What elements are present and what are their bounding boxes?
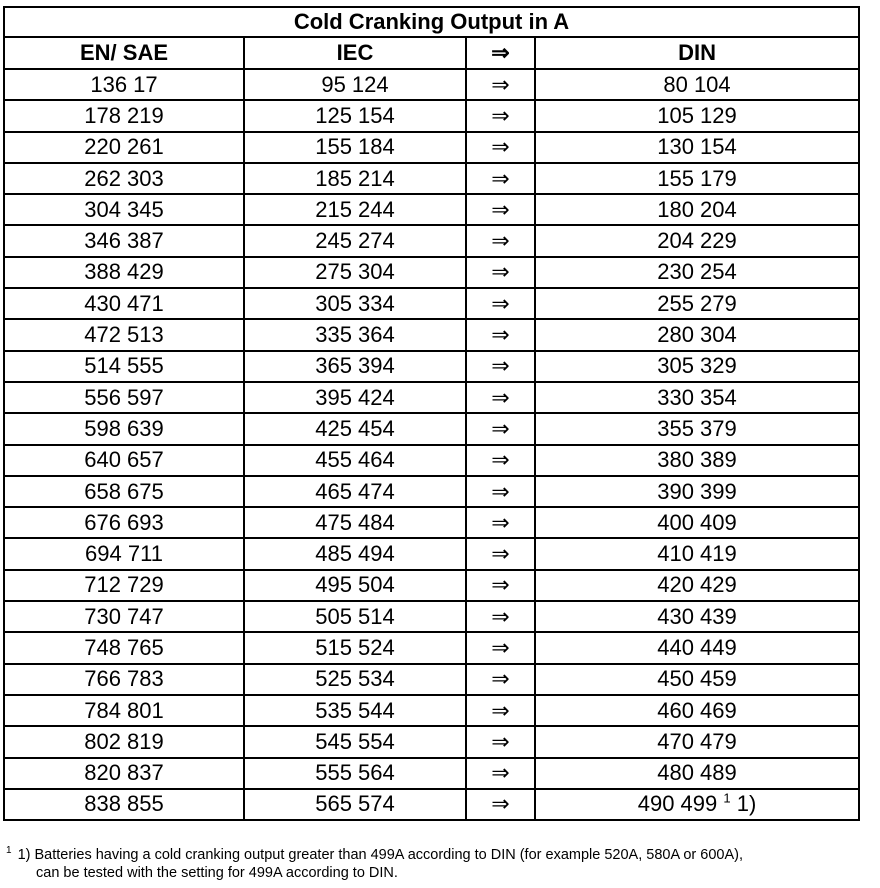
cell-value: 95 124 xyxy=(321,71,389,97)
cell-din xyxy=(535,69,859,100)
cell-din xyxy=(535,726,859,757)
table-row xyxy=(4,100,859,131)
cell-en-sae xyxy=(4,664,244,695)
cell-value: 730 747 xyxy=(84,603,164,629)
cell-value: 598 639 xyxy=(84,415,164,441)
cell-din xyxy=(535,476,859,507)
cell-iec xyxy=(244,163,466,194)
cell-value: 346 387 xyxy=(84,228,164,254)
cell-iec xyxy=(244,194,466,225)
cell-arrow-icon xyxy=(466,570,535,601)
cell-arrow-icon xyxy=(466,632,535,663)
cell-value: 262 303 xyxy=(84,165,164,191)
cell-iec xyxy=(244,570,466,601)
cell-value: 820 837 xyxy=(84,760,164,786)
cell-din xyxy=(535,664,859,695)
header-arrow-icon: ⇒ xyxy=(466,37,535,69)
cell-iec xyxy=(244,507,466,538)
cell-value: 255 279 xyxy=(657,290,737,316)
cell-value: 305 334 xyxy=(315,290,395,316)
table-row xyxy=(4,726,859,757)
cell-en-sae xyxy=(4,758,244,789)
cell-value: 400 409 xyxy=(657,509,737,535)
cell-en-sae xyxy=(4,632,244,663)
cell-iec xyxy=(244,695,466,726)
cell-iec xyxy=(244,351,466,382)
cell-din xyxy=(535,538,859,569)
cell-arrow-icon xyxy=(466,194,535,225)
cell-value: 245 274 xyxy=(315,228,395,254)
table-row xyxy=(4,163,859,194)
cell-arrow-icon xyxy=(466,726,535,757)
footnote-line-2: can be tested with the setting for 499A according to DIN. xyxy=(36,865,398,881)
cell-value: ⇒ xyxy=(491,322,510,348)
cell-en-sae xyxy=(4,69,244,100)
cell-iec xyxy=(244,726,466,757)
cell-value: ⇒ xyxy=(491,666,510,692)
table-row xyxy=(4,351,859,382)
cell-value: ⇒ xyxy=(491,541,510,567)
cell-value: ⇒ xyxy=(491,259,510,285)
cell-iec xyxy=(244,69,466,100)
cell-value: 514 555 xyxy=(84,353,164,379)
cell-value: ⇒ xyxy=(491,791,510,817)
cell-din xyxy=(535,507,859,538)
cell-value: 155 184 xyxy=(315,134,395,160)
cell-en-sae xyxy=(4,194,244,225)
header-din: DIN xyxy=(535,37,859,69)
cell-en-sae xyxy=(4,726,244,757)
cell-arrow-icon xyxy=(466,601,535,632)
cell-value: 178 219 xyxy=(84,102,164,128)
table-row xyxy=(4,445,859,476)
cell-din xyxy=(535,413,859,444)
header-en-sae: EN/ SAE xyxy=(4,37,244,69)
cell-value: 535 544 xyxy=(315,697,395,723)
cell-iec xyxy=(244,382,466,413)
cell-din xyxy=(535,351,859,382)
cell-value: 515 524 xyxy=(315,634,395,660)
table-row xyxy=(4,507,859,538)
cell-value: ⇒ xyxy=(491,760,510,786)
cell-iec xyxy=(244,476,466,507)
cell-value: 485 494 xyxy=(315,541,395,567)
cell-iec xyxy=(244,100,466,131)
cell-value: ⇒ xyxy=(491,572,510,598)
cell-iec xyxy=(244,225,466,256)
footnote-marker: 1 xyxy=(6,845,12,857)
cell-value: ⇒ xyxy=(491,384,510,410)
cell-value: ⇒ xyxy=(491,634,510,660)
cell-arrow-icon xyxy=(466,100,535,131)
table-title: Cold Cranking Output in A xyxy=(4,7,859,37)
cell-en-sae xyxy=(4,570,244,601)
cell-arrow-icon xyxy=(466,319,535,350)
cell-value: ⇒ xyxy=(491,415,510,441)
cell-arrow-icon xyxy=(466,413,535,444)
cell-din xyxy=(535,382,859,413)
cell-value: 505 514 xyxy=(315,603,395,629)
table-row xyxy=(4,257,859,288)
cell-value: 280 304 xyxy=(657,322,737,348)
cell-value: 694 711 xyxy=(85,541,163,567)
cell-value: 335 364 xyxy=(315,322,395,348)
cell-iec xyxy=(244,257,466,288)
cell-value: 545 554 xyxy=(315,728,395,754)
cell-en-sae xyxy=(4,789,244,820)
cell-value: ⇒ xyxy=(491,447,510,473)
cell-value: 802 819 xyxy=(84,728,164,754)
cell-en-sae xyxy=(4,538,244,569)
table-row xyxy=(4,194,859,225)
cell-iec xyxy=(244,319,466,350)
cell-arrow-icon xyxy=(466,695,535,726)
cell-value: 838 855 xyxy=(84,791,164,817)
cell-value: 472 513 xyxy=(84,322,164,348)
cell-value: ⇒ xyxy=(491,165,510,191)
cell-din xyxy=(535,194,859,225)
din-footnote-ref: 1) xyxy=(730,791,757,817)
cell-value: ⇒ xyxy=(491,71,510,97)
cell-value: ⇒ xyxy=(491,102,510,128)
cell-iec xyxy=(244,664,466,695)
cell-value: 748 765 xyxy=(84,634,164,660)
cell-arrow-icon xyxy=(466,132,535,163)
cell-value: ⇒ xyxy=(491,728,510,754)
cell-din xyxy=(535,445,859,476)
cell-value: 440 449 xyxy=(657,634,737,660)
cell-value: 555 564 xyxy=(315,760,395,786)
cell-value: 204 229 xyxy=(657,228,737,254)
cell-value: 388 429 xyxy=(84,259,164,285)
cell-en-sae xyxy=(4,507,244,538)
cell-value: 766 783 xyxy=(84,666,164,692)
table-row xyxy=(4,319,859,350)
table-row xyxy=(4,225,859,256)
table-row xyxy=(4,288,859,319)
cell-value: 230 254 xyxy=(657,259,737,285)
table-row xyxy=(4,382,859,413)
cell-value: 450 459 xyxy=(657,666,737,692)
cell-value: ⇒ xyxy=(491,353,510,379)
cell-arrow-icon xyxy=(466,476,535,507)
cell-en-sae xyxy=(4,163,244,194)
cell-value: 365 394 xyxy=(315,353,395,379)
cell-din xyxy=(535,789,859,820)
cell-iec xyxy=(244,288,466,319)
cell-arrow-icon xyxy=(466,225,535,256)
table-row xyxy=(4,758,859,789)
cell-value: 658 675 xyxy=(84,478,164,504)
din-footnote-marker: 1 xyxy=(723,791,731,807)
cell-value: 305 329 xyxy=(657,353,737,379)
footnote xyxy=(6,846,866,882)
cell-value: 180 204 xyxy=(657,196,737,222)
cell-arrow-icon xyxy=(466,789,535,820)
table-row xyxy=(4,664,859,695)
cell-en-sae xyxy=(4,319,244,350)
table-title-row xyxy=(4,7,859,37)
cell-value: 556 597 xyxy=(84,384,164,410)
cell-value: 330 354 xyxy=(657,384,737,410)
cell-din xyxy=(535,319,859,350)
cell-en-sae xyxy=(4,382,244,413)
cell-din xyxy=(535,163,859,194)
cell-en-sae xyxy=(4,225,244,256)
cell-value: 480 489 xyxy=(657,760,737,786)
cell-value: ⇒ xyxy=(491,228,510,254)
header-iec: IEC xyxy=(244,37,466,69)
cell-din xyxy=(535,758,859,789)
cell-value: 395 424 xyxy=(315,384,395,410)
cell-value: 410 419 xyxy=(657,541,737,567)
cell-value: 136 17 xyxy=(90,71,158,97)
cell-en-sae xyxy=(4,413,244,444)
cold-cranking-table xyxy=(3,6,860,821)
cell-iec xyxy=(244,538,466,569)
cell-value: 380 389 xyxy=(657,447,737,473)
cell-arrow-icon xyxy=(466,664,535,695)
cell-value: 185 214 xyxy=(315,165,395,191)
table-header-row xyxy=(4,37,859,69)
cell-value: 490 499 xyxy=(637,791,718,817)
cell-value: 125 154 xyxy=(315,102,395,128)
table-row xyxy=(4,132,859,163)
cell-iec xyxy=(244,632,466,663)
cell-iec xyxy=(244,132,466,163)
cell-value: 105 129 xyxy=(657,102,737,128)
table-row xyxy=(4,695,859,726)
cell-en-sae xyxy=(4,132,244,163)
table-row xyxy=(4,69,859,100)
cell-value: ⇒ xyxy=(491,603,510,629)
cell-value: 215 244 xyxy=(315,196,395,222)
cell-arrow-icon xyxy=(466,288,535,319)
cell-value: ⇒ xyxy=(491,134,510,160)
table-row xyxy=(4,570,859,601)
cell-din xyxy=(535,257,859,288)
cell-value: 80 104 xyxy=(663,71,731,97)
table-row xyxy=(4,538,859,569)
cell-value: 676 693 xyxy=(84,509,164,535)
cell-din xyxy=(535,225,859,256)
cell-din xyxy=(535,100,859,131)
cell-arrow-icon xyxy=(466,507,535,538)
cell-value: 355 379 xyxy=(657,415,737,441)
cell-value: ⇒ xyxy=(491,697,510,723)
cell-value: ⇒ xyxy=(491,478,510,504)
cell-en-sae xyxy=(4,351,244,382)
cell-arrow-icon xyxy=(466,351,535,382)
cell-value: 420 429 xyxy=(657,572,737,598)
cell-din xyxy=(535,288,859,319)
cell-value: 430 439 xyxy=(657,603,737,629)
cell-value: 470 479 xyxy=(657,728,737,754)
cell-arrow-icon xyxy=(466,758,535,789)
cell-value: 495 504 xyxy=(315,572,395,598)
cell-value: 460 469 xyxy=(657,697,737,723)
cell-en-sae xyxy=(4,695,244,726)
cell-value: 465 474 xyxy=(315,478,395,504)
table-row xyxy=(4,476,859,507)
cell-arrow-icon xyxy=(466,382,535,413)
cell-arrow-icon xyxy=(466,445,535,476)
cell-value: 275 304 xyxy=(315,259,395,285)
table-row xyxy=(4,632,859,663)
cell-en-sae xyxy=(4,445,244,476)
cell-en-sae xyxy=(4,257,244,288)
cell-arrow-icon xyxy=(466,69,535,100)
cell-din xyxy=(535,632,859,663)
cell-value: 784 801 xyxy=(84,697,164,723)
cell-value: 475 484 xyxy=(315,509,395,535)
cell-iec xyxy=(244,413,466,444)
cell-value: 455 464 xyxy=(315,447,395,473)
cell-value: 304 345 xyxy=(84,196,164,222)
cell-arrow-icon xyxy=(466,538,535,569)
cell-value: 565 574 xyxy=(315,791,395,817)
cell-arrow-icon xyxy=(466,163,535,194)
table-row xyxy=(4,789,859,820)
cell-en-sae xyxy=(4,100,244,131)
cell-din xyxy=(535,570,859,601)
cell-value: 525 534 xyxy=(315,666,395,692)
table-row xyxy=(4,413,859,444)
cell-value: 425 454 xyxy=(315,415,395,441)
cell-value: 640 657 xyxy=(84,447,164,473)
cell-en-sae xyxy=(4,601,244,632)
cell-din xyxy=(535,132,859,163)
cell-value: 430 471 xyxy=(84,290,164,316)
footnote-line-1: 1) Batteries having a cold cranking output greater than 499A according to DIN (for example 520A, 580A or 600A), xyxy=(17,847,743,863)
cell-value: 220 261 xyxy=(84,134,164,160)
cell-din xyxy=(535,695,859,726)
table-row xyxy=(4,601,859,632)
cell-value: 155 179 xyxy=(657,165,737,191)
cell-iec xyxy=(244,758,466,789)
cell-value: 712 729 xyxy=(84,572,164,598)
cell-iec xyxy=(244,445,466,476)
cell-value: ⇒ xyxy=(491,290,510,316)
cell-value: ⇒ xyxy=(491,196,510,222)
cell-value: 130 154 xyxy=(657,134,737,160)
cell-arrow-icon xyxy=(466,257,535,288)
cell-din xyxy=(535,601,859,632)
cell-value: 390 399 xyxy=(657,478,737,504)
cell-en-sae xyxy=(4,476,244,507)
cell-iec xyxy=(244,789,466,820)
cell-en-sae xyxy=(4,288,244,319)
cell-value: ⇒ xyxy=(491,509,510,535)
cell-iec xyxy=(244,601,466,632)
